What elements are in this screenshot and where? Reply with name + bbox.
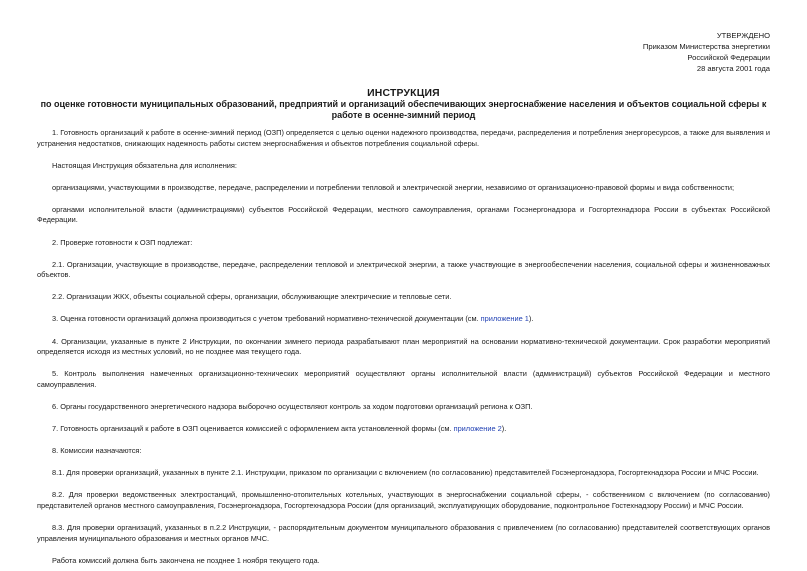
approval-heading: УТВЕРЖДЕНО (716, 31, 770, 40)
paragraph-6: 2.1. Организации, участвующие в производстве, передаче, распределении тепловой и электрической энергии, а также участвующие в энергообеспечении населения, социальной сферы и жизненноважных объектов. (37, 259, 770, 280)
document-body (37, 128, 770, 566)
paragraph-3: организациями, участвующими в производстве, передаче, распределении и потреблении тепловой и электрической энергии, независимо от организационно-правовой формы и вида собственности; (52, 182, 735, 192)
approval-country: Российской Федерации (687, 53, 770, 62)
paragraph-7: 2.2. Организации ЖКХ, объекты социальной сферы, организации, обслуживающие электрические и тепловые сети. (52, 292, 452, 302)
paragraph-11: 6. Органы государственного энергетического надзора выборочно осуществляют контроль за ходом подготовки организаций региона к ОЗП. (52, 401, 533, 411)
paragraph-10: 5. Контроль выполнения намеченных организационно-технических мероприятий осуществляют органы исполнительной власти (администраций) субъектов Российской Федерации и местного самоуправления. (37, 369, 770, 389)
title-subtitle-line1: по оценке готовности муниципальных образований, предприятий и организаций обеспечивающих энергоснабжение населения и объектов социальной сферы к (40, 99, 767, 109)
paragraph-17: Работа комиссий должна быть закончена не позднее 1 ноября текущего года. (52, 555, 320, 565)
title-subtitle-line2: работе в осенне-зимний период (331, 110, 476, 120)
paragraph-13: 8. Комиссии назначаются: (52, 446, 142, 456)
approval-block (643, 30, 770, 74)
paragraph-15: 8.2. Для проверки ведомственных электростанций, промышленно-отопительных котельных, участвующих в энергоснабжении социальной сферы, - собственником с включением (по согласованию) представителей органов местного самоуправления, Госэнергонадзора, Госгортехнадзора России (для организаций, эксплуатирующих оборудование, подконтрольное Гостехнадзору России) и МЧС России. (37, 490, 770, 510)
paragraph-16: 8.3. Для проверки организаций, указанных в п.2.2 Инструкции, - распорядительным документом муниципального образования с привлечением (по согласованию) представителей соответствующих органов управления муниципального образования и местных органов МЧС. (37, 522, 770, 543)
paragraph-12 (37, 424, 770, 435)
paragraph-4: органами исполнительной власти (администрациями) субъектов Российской Федерации, местного самоуправления, органами Госэнергонадзора и Госгортехнадзора России в субъектах Российской Федерации. (37, 204, 770, 225)
paragraph-1: 1. Готовность организаций к работе в осенне-зимний период (ОЗП) определяется с целью оценки надежного производства, передачи, распределения и потребления энергоресурсов, а также для выявления и устранения недостатков, снижающих надежность работы систем энергоснабжения и объектов потребления социальной сферы. (37, 128, 770, 148)
approval-order: Приказом Министерства энергетики (642, 42, 770, 51)
paragraph-9: 4. Организации, указанные в пункте 2 Инструкции, по окончании зимнего периода разрабатывают план мероприятий на основании нормативно-технической документации. Срок разработки мероприятий определяется исходя из местных условий, но не позднее мая текущего года. (37, 336, 770, 357)
paragraph-2: Настоящая Инструкция обязательна для исполнения: (52, 160, 237, 170)
paragraph-5: 2. Проверке готовности к ОЗП подлежат: (52, 237, 193, 247)
paragraph-14: 8.1. Для проверки организаций, указанных в пункте 2.1. Инструкции, приказом по организации с включением (по согласованию) представителей Госэнергонадзора, Госгортехнадзора России и МЧС России. (52, 468, 759, 478)
appendix-2-link[interactable]: приложение 2 (453, 424, 502, 433)
paragraph-12-text: 7. Готовность организаций к работе в ОЗП оценивается комиссией с оформлением акта установленной формы (см. (52, 424, 454, 433)
document-title (37, 88, 770, 121)
appendix-1-link[interactable]: приложение 1 (480, 314, 529, 324)
title-main: ИНСТРУКЦИЯ (367, 88, 440, 99)
paragraph-12-end: ). (501, 424, 507, 433)
approval-date: 28 августа 2001 года (696, 64, 770, 73)
paragraph-8-text: 3. Оценка готовности организаций должна производиться с учетом требований нормативно-технической документации (см. (52, 314, 481, 324)
paragraph-8-end: ). (528, 314, 534, 324)
paragraph-8 (37, 314, 770, 325)
